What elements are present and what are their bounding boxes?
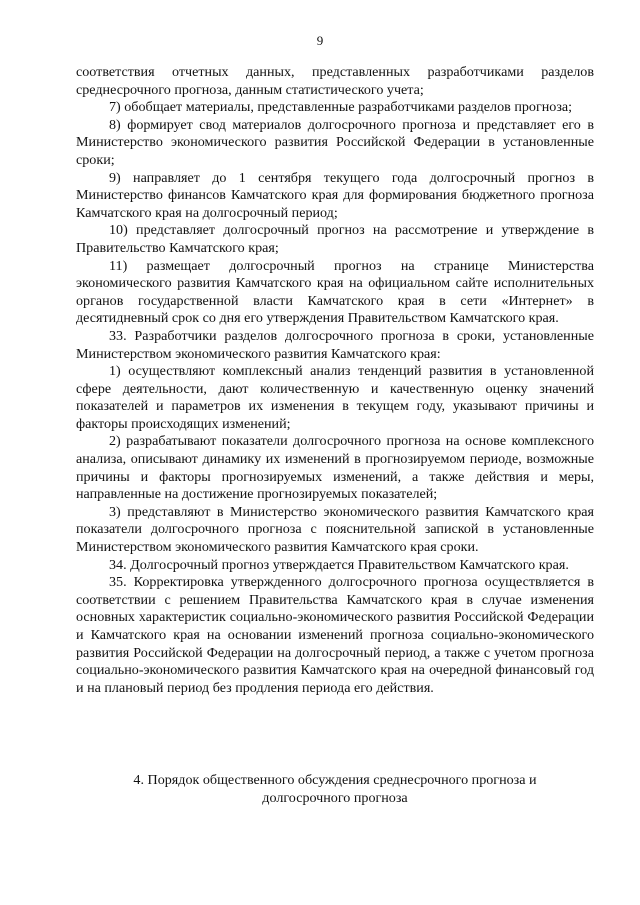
section-heading <box>76 772 594 807</box>
paragraph-continuation: соответствия отчетных данных, представленных разработчиками разделов среднесрочного прогноза, данным статистического учета; <box>76 64 594 98</box>
paragraph-clause-33-item-3: 3) представляют в Министерство экономического развития Камчатского края показатели долгосрочного прогноза с пояснительной запиской в установленные Министерством экономического развития Камчатского края сроки. <box>76 503 594 556</box>
paragraph-item-7: 7) обобщает материалы, представленные разработчиками разделов прогноза; <box>109 99 573 116</box>
paragraph-item-9: 9) направляет до 1 сентября текущего года долгосрочный прогноз в Министерство финансов Камчатского края для формирования бюджетного прогноза Камчатского края на долгосрочный период; <box>76 169 594 221</box>
paragraph-item-10: 10) представляет долгосрочный прогноз на рассмотрение и утверждение в Правительство Камчатского края; <box>76 222 594 256</box>
paragraph-clause-33-item-2: 2) разрабатывают показатели долгосрочного прогноза на основе комплексного анализа, описывают динамику их изменений в прогнозируемом периоде, возможные причины и факторы прогнозируемых изменений, а также действия и меры, направленные на достижение прогнозируемых показателей; <box>76 433 594 503</box>
paragraph-clause-35: 35. Корректировка утвержденного долгосрочного прогноза осуществляется в соответствии с решением Правительства Камчатского края в случае изменения основных характеристик социально-экономического развития Российской Федерации и Камчатского края на основании изменений прогноза социально-экономического развития Российской Федерации на долгосрочный период, а также с учетом прогноза социально-экономического развития Камчатского края на очередной финансовый год и на плановый период без продления периода его действия. <box>76 574 594 696</box>
section-heading-line-1: 4. Порядок общественного обсуждения среднесрочного прогноза и <box>133 772 537 788</box>
paragraph-item-11: 11) размещает долгосрочный прогноз на странице Министерства экономического развития Камчатского края на официальном сайте исполнительных органов государственной власти Камчатского края в сети «Интернет» в десятидневный срок со дня его утверждения Правительством Камчатского края. <box>76 257 594 327</box>
paragraph-item-8: 8) формирует свод материалов долгосрочного прогноза и представляет его в Министерство экономического развития Российской Федерации в установленные сроки; <box>76 116 594 168</box>
paragraph-clause-33-item-1: 1) осуществляют комплексный анализ тенденций развития в установленной сфере деятельности, дают количественную и качественную оценку значений показателей и параметров их изменения в текущем году, указывают причины и факторы происходящих изменений; <box>76 363 594 432</box>
section-heading-line-2: долгосрочного прогноза <box>262 789 408 806</box>
paragraph-clause-34: 34. Долгосрочный прогноз утверждается Правительством Камчатского края. <box>109 556 569 573</box>
page-number: 9 <box>316 33 324 48</box>
paragraph-clause-33: 33. Разработчики разделов долгосрочного прогноза в сроки, установленные Министерством экономического развития Камчатского края: <box>76 327 594 362</box>
document-body <box>76 64 594 697</box>
